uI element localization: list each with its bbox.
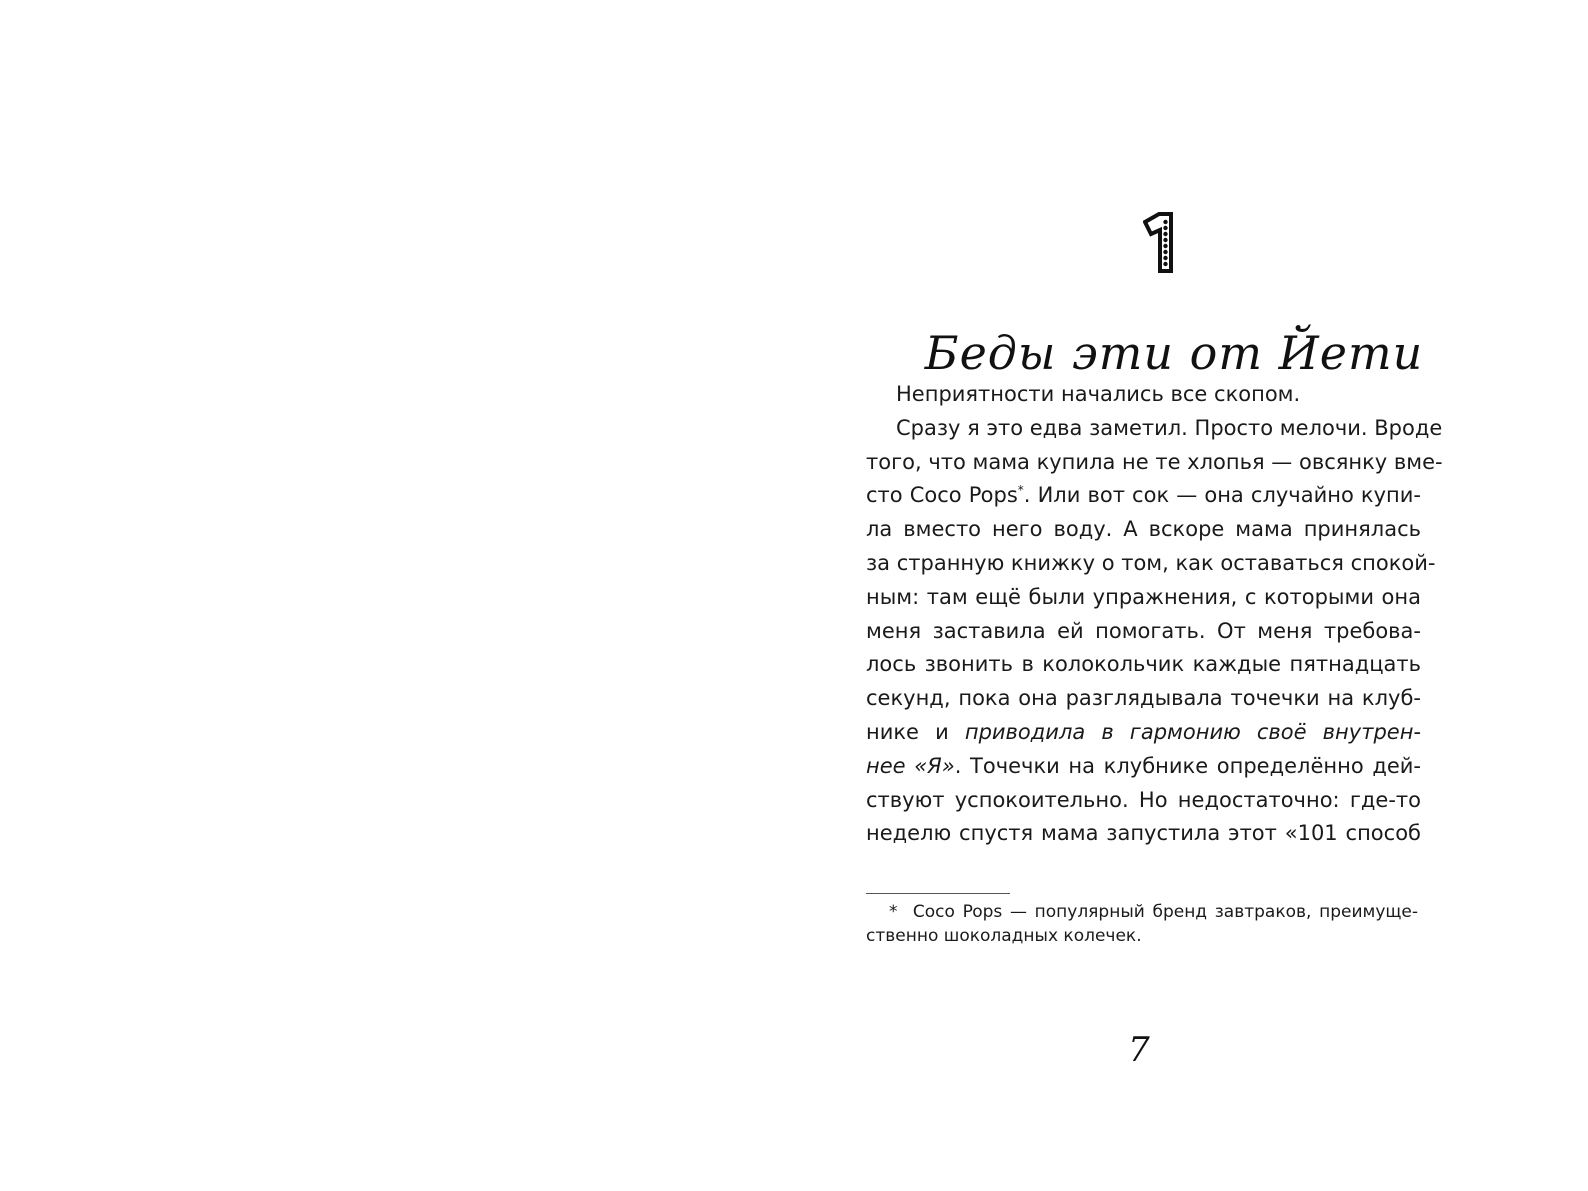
text-line: за странную книжку о том, как оставаться спокой- [866, 550, 1436, 575]
text-line: ным: там ещё были упражнения, с которыми она [866, 584, 1421, 609]
text-line: того, что мама купила не те хлопья — овсянку вме- [866, 449, 1443, 474]
text-line: ствуют успокоительно. Но недостаточно: где-то [866, 787, 1421, 812]
footnote-line: * Coco Pops — популярный бренд завтраков, преимуще- [889, 902, 1418, 922]
text-line: нике и приводила в гармонию своё внутрен- [866, 719, 1422, 744]
text-line: ла вместо него воду. А вскоре мама принялась [866, 517, 1421, 542]
footnote-marker: * [889, 902, 898, 922]
footnote-line: ственно шоколадных колечек. [866, 926, 1142, 946]
chapter-body-text [866, 378, 1443, 851]
text-line: секунд, пока она разглядывала точечки на клуб- [866, 686, 1421, 711]
footnote-divider [866, 893, 1010, 894]
text-line: сто Coco Pops*. Или вот сок — она случайно купи- [866, 483, 1421, 508]
text-line: нее «Я». Точечки на клубнике определённо дей- [866, 753, 1421, 778]
page-number: 7 [1128, 1030, 1150, 1070]
text-line: меня заставила ей помогать. От меня требова- [866, 618, 1421, 643]
text-line: лось звонить в колокольчик каждые пятнадцать [866, 652, 1421, 677]
right-page [794, 0, 1588, 1191]
footnote-ref: * [1017, 483, 1024, 498]
chapter-number-1-icon [1143, 212, 1175, 274]
text-line: неделю спустя мама запустила этот «101 способ [866, 821, 1421, 846]
footnote [866, 900, 1418, 948]
chapter-title: Беды эти от Йети [924, 325, 1424, 380]
text-line: Неприятности начались все скопом. [896, 382, 1301, 406]
text-line: Сразу я это едва заметил. Просто мелочи. Вроде [896, 415, 1443, 440]
